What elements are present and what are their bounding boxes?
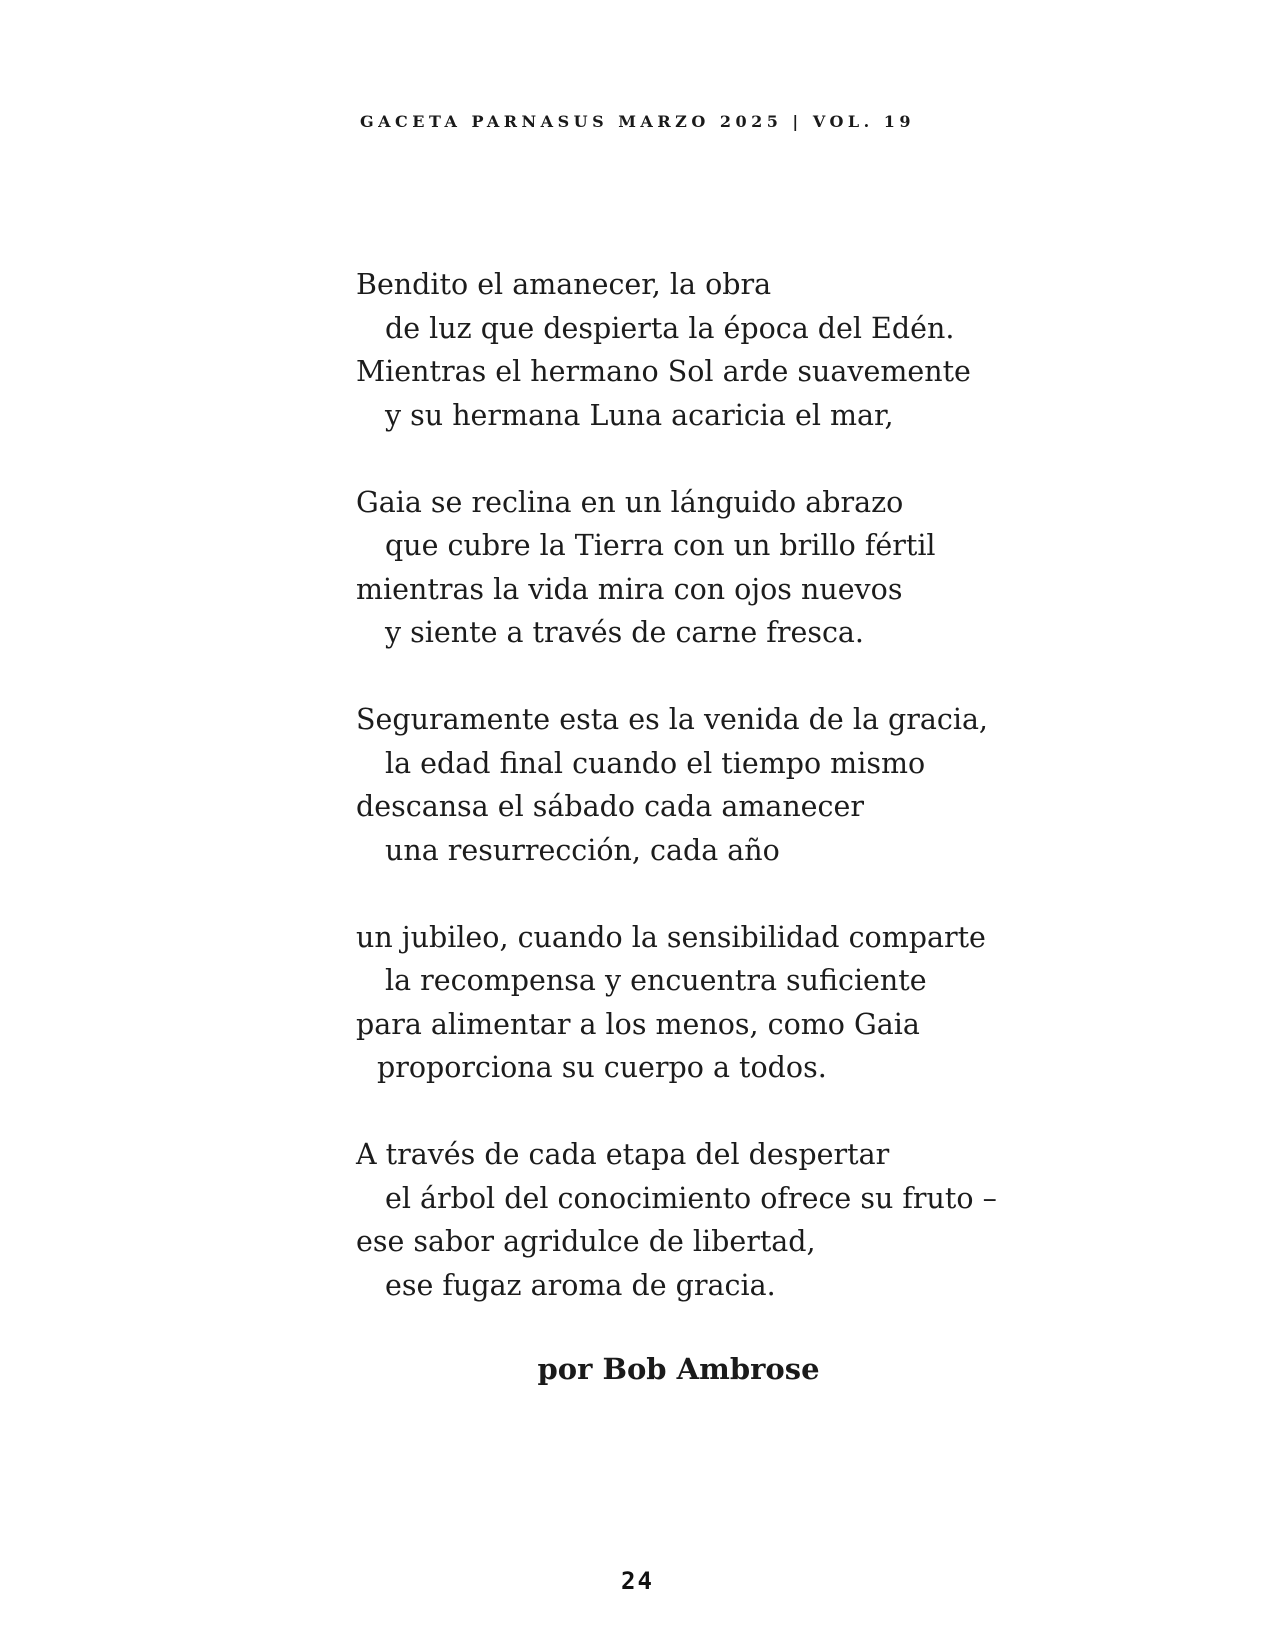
poem-line: que cubre la Tierra con un brillo fértil [385,529,936,562]
poem-line: la edad final cuando el tiempo mismo [385,746,926,780]
poem-line: y su hermana Luna acaricia el mar, [385,398,894,432]
page-number: 24 [621,1567,654,1595]
poem-line: de luz que despierta la época del Edén. [385,311,955,345]
poem-line: proporciona su cuerpo a todos. [377,1051,827,1084]
poem-line: ese fugaz aroma de gracia. [385,1268,776,1302]
poem-line: Seguramente esta es la venida de la gracia, [356,703,988,736]
poem-line: mientras la vida mira con ojos nuevos [356,572,903,606]
poem-line: la recompensa y encuentra suficiente [385,964,927,997]
poem-line: ese sabor agridulce de libertad, [356,1225,816,1258]
poem-body [356,263,997,1351]
author-byline: por Bob Ambrose [537,1352,820,1386]
stanza-4 [356,916,997,1090]
poem-line: Mientras el hermano Sol arde suavemente [356,355,971,388]
running-header: GACETA PARNASUS MARZO 2025 | VOL. 19 [359,112,916,131]
poem-line: y siente a través de carne fresca. [385,616,864,649]
poem-line: para alimentar a los menos, como Gaia [356,1007,920,1041]
poem-line: una resurrección, cada año [385,833,780,867]
stanza-5 [356,1133,997,1307]
poem-line: un jubileo, cuando la sensibilidad comparte [356,920,986,954]
poem-line: Bendito el amanecer, la obra [356,268,772,301]
poem-line: el árbol del conocimiento ofrece su fruto – [385,1181,997,1215]
stanza-3 [356,698,997,872]
poem-line: descansa el sábado cada amanecer [356,790,865,823]
stanza-1 [356,263,997,437]
poem-line: Gaia se reclina en un lánguido abrazo [356,485,904,519]
poem-line: A través de cada etapa del despertar [356,1138,890,1171]
stanza-2 [356,481,997,655]
